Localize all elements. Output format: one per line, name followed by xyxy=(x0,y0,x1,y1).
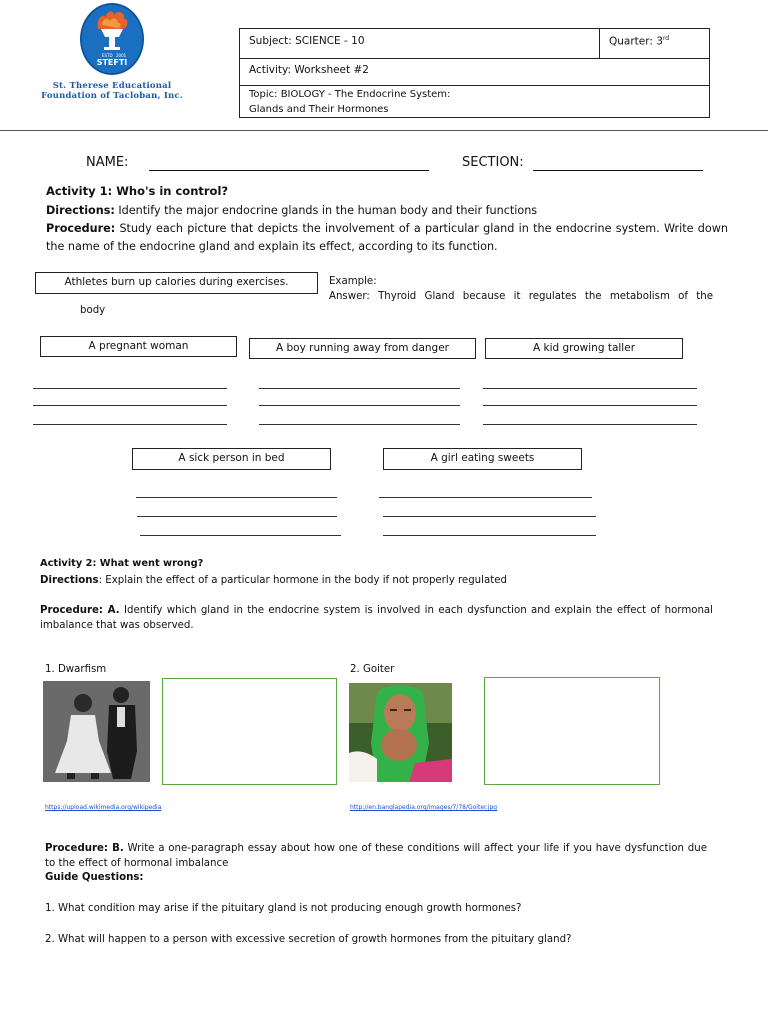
procedure-text: Study each picture that depicts the involvement of a particular gland in the endocrine system. Write down the name of the endocrine gland and explain its effect, according to its function. xyxy=(46,222,728,253)
scenario-box-girl-sweets: A girl eating sweets xyxy=(383,448,582,470)
subject-cell: Subject: SCIENCE - 10 xyxy=(240,29,600,58)
activity2-title: Activity 2: What went wrong? xyxy=(40,558,204,569)
answer-line[interactable] xyxy=(140,535,341,536)
dwarfism-image-source-link[interactable]: https://upload.wikimedia.org/wikipedia xyxy=(45,804,162,811)
header-divider xyxy=(0,130,768,131)
scenario-box-pregnant-woman: A pregnant woman xyxy=(40,336,237,357)
topic-line2: Glands and Their Hormones xyxy=(249,104,389,115)
procedure-b xyxy=(45,841,707,871)
answer-line[interactable] xyxy=(259,405,460,406)
seal-year-text: 2001 xyxy=(116,53,127,58)
scenario-box-kid-growing: A kid growing taller xyxy=(485,338,683,359)
procedure-a-label: Procedure: A. xyxy=(40,605,120,616)
answer-line[interactable] xyxy=(33,405,227,406)
name-label: NAME: xyxy=(86,155,129,170)
answer-line[interactable] xyxy=(136,497,337,498)
guide-question-1: 1. What condition may arise if the pituitary gland is not producing enough growth hormones? xyxy=(45,903,522,914)
section-label: SECTION: xyxy=(462,155,524,170)
subject-row xyxy=(240,29,709,59)
activity-cell: Activity: Worksheet #2 xyxy=(249,64,369,76)
procedure-a xyxy=(40,603,713,633)
example-answer-continued: body xyxy=(80,305,106,316)
dwarfism-answer-box[interactable] xyxy=(162,678,337,785)
procedure-a-text: Identify which gland in the endocrine system is involved in each dysfunction and explain the effect of hormonal imbalance that was observed. xyxy=(40,605,714,631)
topic-row xyxy=(240,85,709,118)
answer-line[interactable] xyxy=(137,516,337,517)
activity1-title: Activity 1: Who's in control? xyxy=(46,184,229,198)
scenario-box-boy-running: A boy running away from danger xyxy=(249,338,476,359)
topic-line1: Topic: BIOLOGY - The Endocrine System: xyxy=(249,89,451,100)
quarter-cell xyxy=(600,29,709,58)
org-name-line1: St. Therese Educational xyxy=(52,81,172,91)
section-field[interactable] xyxy=(533,170,703,171)
directions-label: Directions xyxy=(40,575,99,586)
example-answer: Answer: Thyroid Gland because it regulates the metabolism of the xyxy=(329,291,713,302)
activity2-directions xyxy=(40,573,740,588)
directions-text: : Explain the effect of a particular hormone in the body if not properly regulated xyxy=(98,575,507,586)
org-name-line2: Foundation of Tacloban, Inc. xyxy=(41,91,183,101)
answer-line[interactable] xyxy=(33,424,227,425)
procedure-b-label: Procedure: B. xyxy=(45,843,124,854)
procedure-b-text: Write a one-paragraph essay about how one of these conditions will affect your life if you have dysfunction due to the effect of hormonal imbalance xyxy=(45,843,707,869)
example-label: Example: xyxy=(329,276,377,287)
goiter-photo xyxy=(349,683,452,782)
directions-label: Directions: xyxy=(46,204,115,217)
seal-acronym-text: STEFTI xyxy=(96,58,128,67)
answer-line[interactable] xyxy=(33,388,227,389)
organization-name xyxy=(26,81,198,101)
answer-line[interactable] xyxy=(383,535,596,536)
guide-question-2: 2. What will happen to a person with excessive secretion of growth hormones from the pituitary gland? xyxy=(45,934,572,945)
answer-line[interactable] xyxy=(379,497,592,498)
item-dwarfism-label: 1. Dwarfism xyxy=(45,664,107,675)
directions-text: Identify the major endocrine glands in the human body and their functions xyxy=(114,204,538,217)
goiter-image-source-link[interactable]: http://en.banglapedia.org/images/7/78/Goiter.jpg xyxy=(350,804,498,811)
scenario-box-sick-person: A sick person in bed xyxy=(132,448,331,470)
answer-line[interactable] xyxy=(483,424,697,425)
answer-line[interactable] xyxy=(259,424,460,425)
answer-line[interactable] xyxy=(483,405,697,406)
activity1-directions xyxy=(46,202,736,220)
topic-cell xyxy=(240,85,709,118)
name-field[interactable] xyxy=(149,170,429,171)
worksheet-info-table xyxy=(239,28,710,118)
answer-line[interactable] xyxy=(383,516,596,517)
guide-questions-label: Guide Questions: xyxy=(45,872,144,883)
example-scenario-box: Athletes burn up calories during exercises. xyxy=(35,272,318,294)
activity-row xyxy=(240,58,709,86)
goiter-answer-box[interactable] xyxy=(484,677,660,785)
seal-estd-text: ESTD xyxy=(102,53,113,58)
school-seal-icon xyxy=(80,3,144,75)
item-goiter-label: 2. Goiter xyxy=(350,664,395,675)
answer-line[interactable] xyxy=(259,388,460,389)
quarter-superscript: rd xyxy=(662,35,670,42)
procedure-label: Procedure: xyxy=(46,222,116,235)
quarter-text: Quarter: 3 xyxy=(609,35,663,48)
answer-line[interactable] xyxy=(483,388,697,389)
dwarfism-photo xyxy=(43,681,150,782)
activity1-procedure xyxy=(46,220,728,256)
